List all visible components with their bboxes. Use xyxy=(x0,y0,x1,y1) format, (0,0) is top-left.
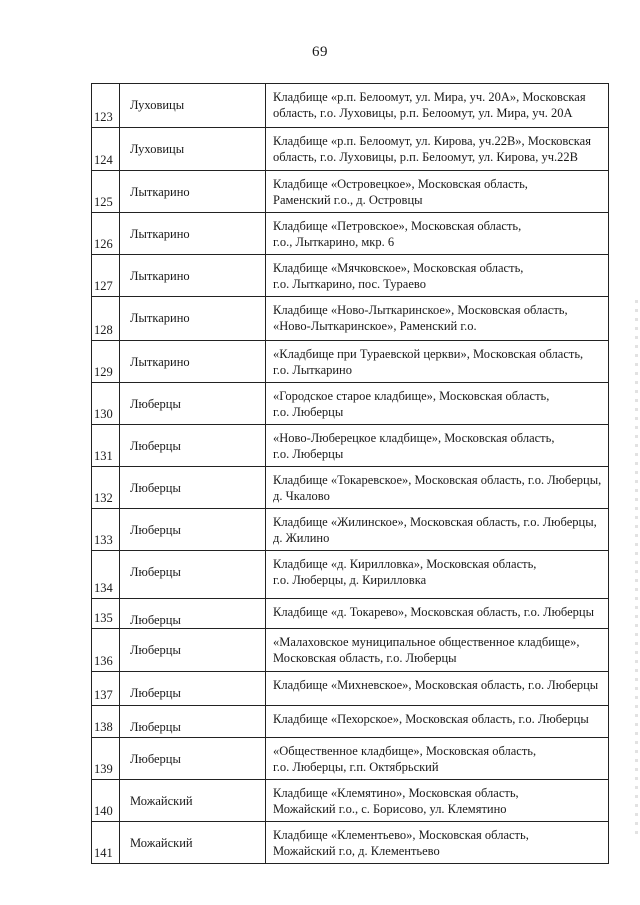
municipality-cell: Люберцы xyxy=(120,509,266,551)
municipality-cell: Лыткарино xyxy=(120,171,266,213)
row-number-cell: 132 xyxy=(92,467,120,509)
table-row xyxy=(92,213,609,255)
cemetery-address-cell xyxy=(266,551,609,599)
municipality-cell: Лыткарино xyxy=(120,213,266,255)
cemetery-address-text: Кладбище «Токаревское», Московская область, г.о. Люберцы, д. Чкалово xyxy=(273,473,602,503)
cemetery-address-cell xyxy=(266,467,609,509)
row-number-cell: 133 xyxy=(92,509,120,551)
cemetery-address-cell xyxy=(266,213,609,255)
table-row xyxy=(92,128,609,171)
table-row xyxy=(92,297,609,341)
table-row xyxy=(92,629,609,672)
table-row xyxy=(92,341,609,383)
cemetery-address-text: «Малаховское муниципальное общественное кладбище», Московская область, г.о. Люберцы xyxy=(273,635,580,665)
municipality-cell: Люберцы xyxy=(120,467,266,509)
registry-table-body xyxy=(92,84,609,864)
cemetery-address-text: «Ново-Люберецкое кладбище», Московская область, г.о. Люберцы xyxy=(273,431,555,461)
municipality-cell: Лыткарино xyxy=(120,341,266,383)
table-row xyxy=(92,706,609,738)
cemetery-address-text: «Городское старое кладбище», Московская область, г.о. Люберцы xyxy=(273,389,550,419)
row-number-cell: 130 xyxy=(92,383,120,425)
cemetery-address-cell xyxy=(266,297,609,341)
table-row xyxy=(92,738,609,780)
cemetery-address-text: Кладбище «Клементьево», Московская область, Можайский г.о, д. Клементьево xyxy=(273,828,529,858)
cemetery-registry-table xyxy=(91,83,609,864)
cemetery-address-text: «Общественное кладбище», Московская область, г.о. Люберцы, г.п. Октябрьский xyxy=(273,744,537,774)
scan-edge-marks xyxy=(635,300,638,840)
cemetery-address-text: Кладбище «д. Кирилловка», Московская область, г.о. Люберцы, д. Кирилловка xyxy=(273,557,537,587)
table-row xyxy=(92,509,609,551)
municipality-cell: Лыткарино xyxy=(120,297,266,341)
municipality-cell: Люберцы xyxy=(120,706,266,738)
cemetery-address-text: Кладбище «р.п. Белоомут, ул. Мира, уч. 20А», Московская область, г.о. Луховицы, р.п. Белоомут, ул. Мира, уч. 20А xyxy=(273,90,586,120)
row-number-cell: 137 xyxy=(92,672,120,706)
row-number-cell: 141 xyxy=(92,822,120,864)
table-row xyxy=(92,822,609,864)
cemetery-address-cell xyxy=(266,672,609,706)
municipality-cell: Лыткарино xyxy=(120,255,266,297)
cemetery-address-cell xyxy=(266,383,609,425)
row-number-cell: 135 xyxy=(92,599,120,629)
cemetery-address-cell xyxy=(266,255,609,297)
cemetery-address-cell xyxy=(266,822,609,864)
table-row xyxy=(92,171,609,213)
row-number-cell: 131 xyxy=(92,425,120,467)
row-number-cell: 127 xyxy=(92,255,120,297)
municipality-cell: Люберцы xyxy=(120,672,266,706)
municipality-cell: Можайский xyxy=(120,780,266,822)
cemetery-address-text: Кладбище «р.п. Белоомут, ул. Кирова, уч.22В», Московская область, г.о. Луховицы, р.п. Белоомут, ул. Кирова, уч.22В xyxy=(273,134,591,164)
row-number-cell: 125 xyxy=(92,171,120,213)
municipality-cell: Люберцы xyxy=(120,425,266,467)
municipality-cell: Люберцы xyxy=(120,629,266,672)
table-row xyxy=(92,467,609,509)
cemetery-address-text: Кладбище «Жилинское», Московская область, г.о. Люберцы, д. Жилино xyxy=(273,515,597,545)
cemetery-address-cell xyxy=(266,425,609,467)
municipality-cell: Луховицы xyxy=(120,84,266,128)
cemetery-address-text: Кладбище «Михневское», Московская область, г.о. Люберцы xyxy=(273,678,599,692)
row-number-cell: 123 xyxy=(92,84,120,128)
municipality-cell: Люберцы xyxy=(120,383,266,425)
cemetery-address-cell xyxy=(266,738,609,780)
cemetery-address-cell xyxy=(266,509,609,551)
row-number-cell: 138 xyxy=(92,706,120,738)
cemetery-address-cell xyxy=(266,599,609,629)
municipality-cell: Луховицы xyxy=(120,128,266,171)
cemetery-address-text: «Кладбище при Тураевской церкви», Московская область, г.о. Лыткарино xyxy=(273,347,584,377)
row-number-cell: 139 xyxy=(92,738,120,780)
table-row xyxy=(92,255,609,297)
cemetery-address-cell xyxy=(266,128,609,171)
cemetery-address-text: Кладбище «Пехорское», Московская область, г.о. Люберцы xyxy=(273,712,589,726)
table-row xyxy=(92,672,609,706)
row-number-cell: 136 xyxy=(92,629,120,672)
row-number-cell: 140 xyxy=(92,780,120,822)
cemetery-address-cell xyxy=(266,706,609,738)
cemetery-address-cell xyxy=(266,171,609,213)
municipality-cell: Можайский xyxy=(120,822,266,864)
municipality-cell: Люберцы xyxy=(120,551,266,599)
cemetery-address-cell xyxy=(266,84,609,128)
cemetery-address-cell xyxy=(266,780,609,822)
row-number-cell: 124 xyxy=(92,128,120,171)
cemetery-address-cell xyxy=(266,629,609,672)
municipality-cell: Люберцы xyxy=(120,599,266,629)
cemetery-address-text: Кладбище «д. Токарево», Московская область, г.о. Люберцы xyxy=(273,605,595,619)
table-row xyxy=(92,599,609,629)
row-number-cell: 128 xyxy=(92,297,120,341)
table-row xyxy=(92,551,609,599)
municipality-cell: Люберцы xyxy=(120,738,266,780)
cemetery-address-text: Кладбище «Клемятино», Московская область, Можайский г.о., с. Борисово, ул. Клемятино xyxy=(273,786,519,816)
page-number: 69 xyxy=(312,44,328,60)
table-row xyxy=(92,383,609,425)
table-row xyxy=(92,84,609,128)
row-number-cell: 126 xyxy=(92,213,120,255)
row-number-cell: 129 xyxy=(92,341,120,383)
row-number-cell: 134 xyxy=(92,551,120,599)
cemetery-address-cell xyxy=(266,341,609,383)
cemetery-address-text: Кладбище «Ново-Лыткаринское», Московская область, «Ново-Лыткаринское», Раменский г.о. xyxy=(273,303,568,333)
cemetery-address-text: Кладбище «Островецкое», Московская область, Раменский г.о., д. Островцы xyxy=(273,177,528,207)
table-row xyxy=(92,780,609,822)
cemetery-address-text: Кладбище «Мячковское», Московская область, г.о. Лыткарино, пос. Тураево xyxy=(273,261,524,291)
table-row xyxy=(92,425,609,467)
cemetery-address-text: Кладбище «Петровское», Московская область, г.о., Лыткарино, мкр. 6 xyxy=(273,219,522,249)
